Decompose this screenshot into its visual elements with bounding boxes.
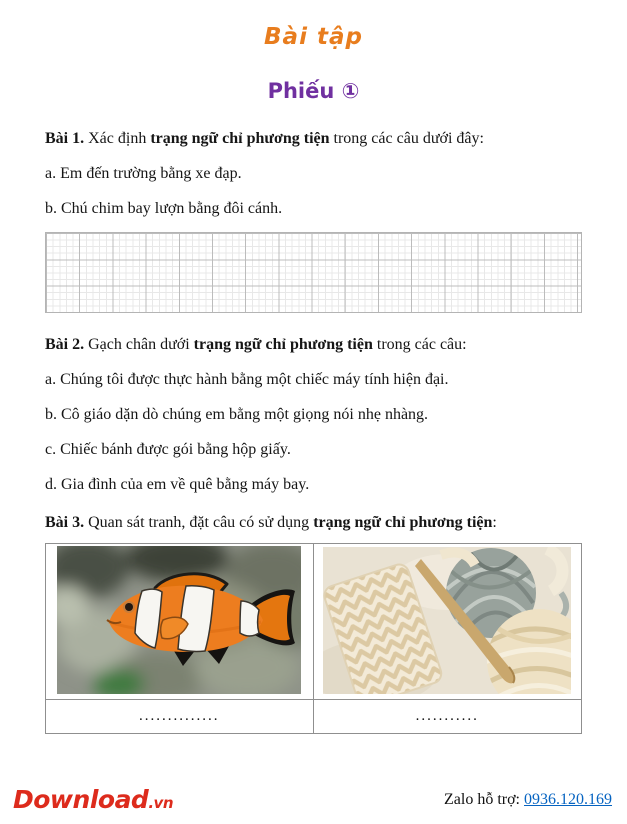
sheet-number-label: Phiếu ①	[267, 79, 360, 103]
exercise3-heading	[45, 513, 582, 532]
exercise2-intro-term: trạng ngữ chỉ phương tiện	[193, 336, 373, 353]
exercise1-label: Bài 1.	[45, 130, 85, 147]
exercise3-intro-term: trạng ngữ chỉ phương tiện	[313, 514, 493, 531]
exercise2-heading	[45, 335, 582, 354]
exercise2-intro-post: trong các câu:	[372, 336, 467, 353]
page-content	[0, 24, 627, 734]
clownfish-image	[57, 546, 301, 694]
logo-tld-text: .vn	[148, 794, 173, 812]
exercise2-item-d: d. Gia đình của em về quê bằng máy bay.	[45, 476, 310, 493]
logo-main-text: Download	[13, 785, 149, 814]
worksheet-page	[0, 24, 627, 824]
exercise2-intro-pre: Gạch chân dưới	[84, 336, 194, 353]
page-title: Bài tập	[264, 24, 363, 50]
handwriting-practice-grid	[45, 232, 582, 313]
exercise2-item-b: b. Cô giáo dặn dò chúng em bằng một giọng nói nhẹ nhàng.	[45, 406, 429, 423]
zalo-phone-link[interactable]: 0936.120.169	[524, 790, 612, 808]
exercise2-item-a: a. Chúng tôi được thực hành bằng một chiếc máy tính hiện đại.	[45, 371, 449, 388]
exercise2-label: Bài 2.	[45, 336, 85, 353]
exercise2-item-c: c. Chiếc bánh được gói bằng hộp giấy.	[45, 441, 291, 458]
exercise1-intro-pre: Xác định	[84, 130, 151, 147]
table-cell-image-left	[46, 544, 314, 699]
exercise3-intro-pre: Quan sát tranh, đặt câu có sử dụng	[84, 514, 314, 531]
exercise1-heading	[45, 129, 582, 148]
answer-placeholder-right: ...........	[314, 699, 582, 733]
exercise1-intro-post: trong các câu dưới đây:	[329, 130, 484, 147]
exercise3-answer-table	[45, 543, 582, 734]
exercise3-intro-post: :	[492, 514, 497, 531]
exercise1-item-b: b. Chú chim bay lượn bằng đôi cánh.	[45, 200, 283, 217]
exercise3-label: Bài 3.	[45, 514, 85, 531]
zalo-support-label: Zalo hỗ trợ:	[444, 790, 524, 808]
yarn-and-knitting-image	[323, 547, 571, 694]
answer-placeholder-left: ..............	[46, 699, 314, 733]
table-cell-image-right	[314, 544, 582, 699]
exercise1-item-a: a. Em đến trường bằng xe đạp.	[45, 165, 242, 182]
exercise1-intro-term: trạng ngữ chỉ phương tiện	[150, 130, 330, 147]
